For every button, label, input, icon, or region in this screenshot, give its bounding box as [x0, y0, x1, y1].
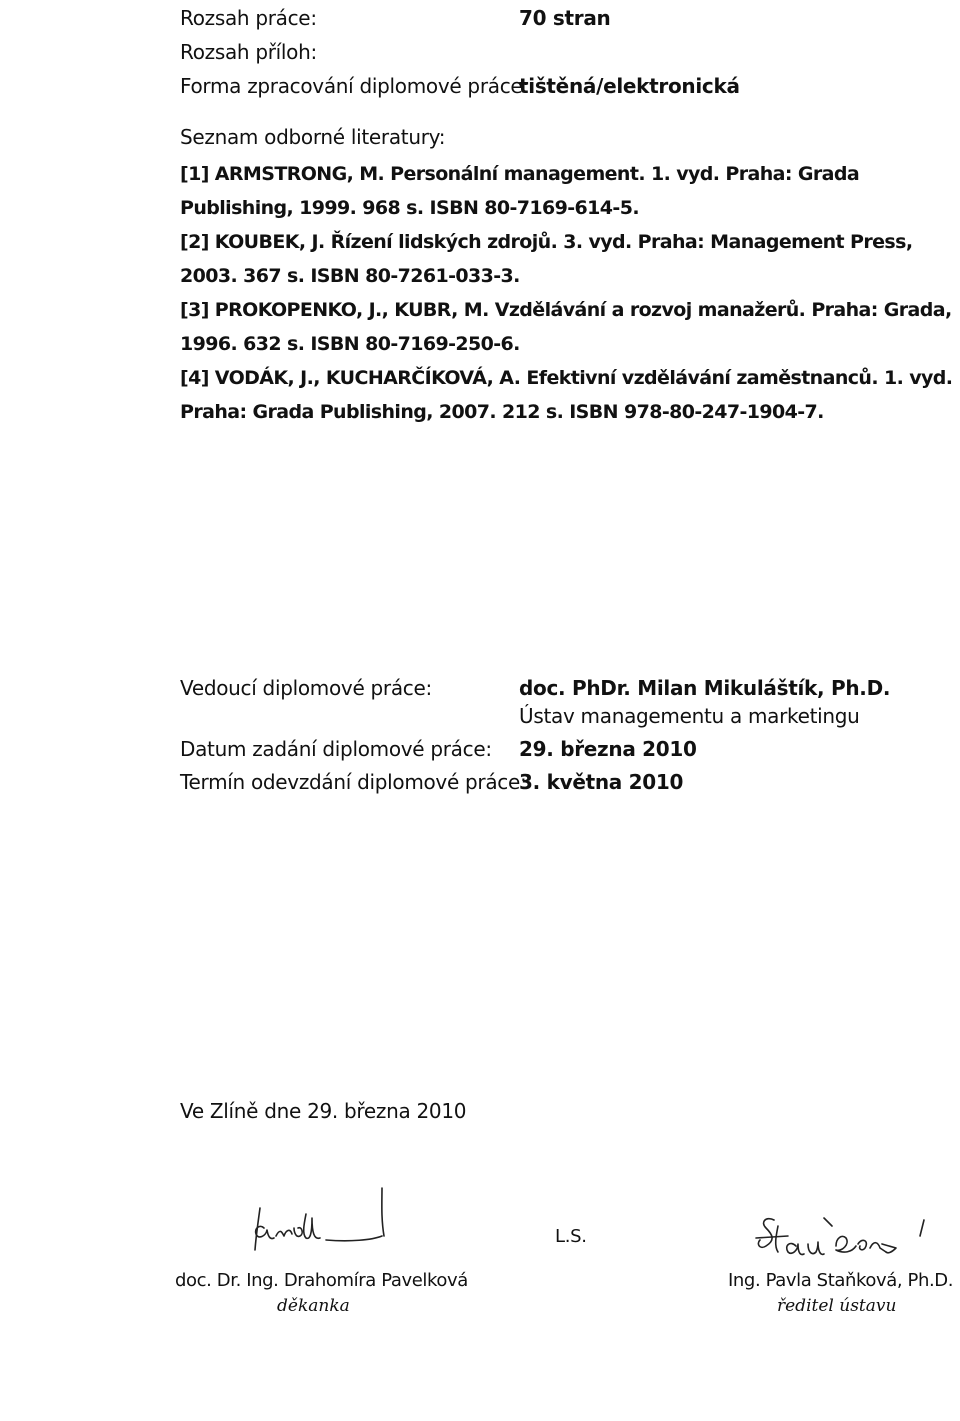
reference-item: [4] VODÁK, J., KUCHARČÍKOVÁ, A. Efektivní vzdělávání zaměstnanců. 1. vyd. Praha: Grada Publishing, 2007. 212 s. ISBN 978-80-247-1904-7. — [180, 367, 953, 423]
reference-item: [3] PROKOPENKO, J., KUBR, M. Vzdělávání a rozvoj manažerů. Praha: Grada, 1996. 632 s. ISBN 80-7169-250-6. — [180, 299, 952, 355]
ls-mark: L.S. — [555, 1226, 587, 1247]
reference-item: [1] ARMSTRONG, M. Personální management. 1. vyd. Praha: Grada Publishing, 1999. 968 s. ISBN 80-7169-614-5. — [180, 163, 860, 219]
reference-list — [180, 157, 960, 429]
reditel-role: ředitel ústavu — [777, 1296, 897, 1316]
zadani-value: 29. března 2010 — [519, 737, 697, 761]
rozsah-label: Rozsah práce: — [180, 6, 317, 30]
dekan-signature — [240, 1178, 400, 1258]
vedouci-label: Vedoucí diplomové práce: — [180, 676, 432, 700]
misto-datum: Ve Zlíně dne 29. března 2010 — [180, 1099, 467, 1123]
vedouci-name: doc. PhDr. Milan Mikuláštík, Ph.D. — [519, 676, 891, 700]
forma-value: tištěná/elektronická — [519, 74, 740, 98]
dekan-role: děkanka — [277, 1296, 350, 1316]
forma-label: Forma zpracování diplomové práce: — [180, 74, 529, 98]
reditel-signature — [752, 1208, 942, 1270]
reference-item: [2] KOUBEK, J. Řízení lidských zdrojů. 3. vyd. Praha: Management Press, 2003. 367 s. ISBN 80-7261-033-3. — [180, 231, 913, 287]
dekan-name: doc. Dr. Ing. Drahomíra Pavelková — [175, 1270, 468, 1291]
reditel-name: Ing. Pavla Staňková, Ph.D. — [728, 1270, 954, 1291]
rozsah-value: 70 stran — [519, 6, 611, 30]
vedouci-ustav: Ústav managementu a marketingu — [519, 704, 860, 728]
odevzdani-value: 3. května 2010 — [519, 770, 684, 794]
odevzdani-label: Termín odevzdání diplomové práce: — [180, 770, 527, 794]
literatura-heading: Seznam odborné literatury: — [180, 125, 446, 149]
zadani-label: Datum zadání diplomové práce: — [180, 737, 492, 761]
prilohy-label: Rozsah příloh: — [180, 40, 317, 64]
